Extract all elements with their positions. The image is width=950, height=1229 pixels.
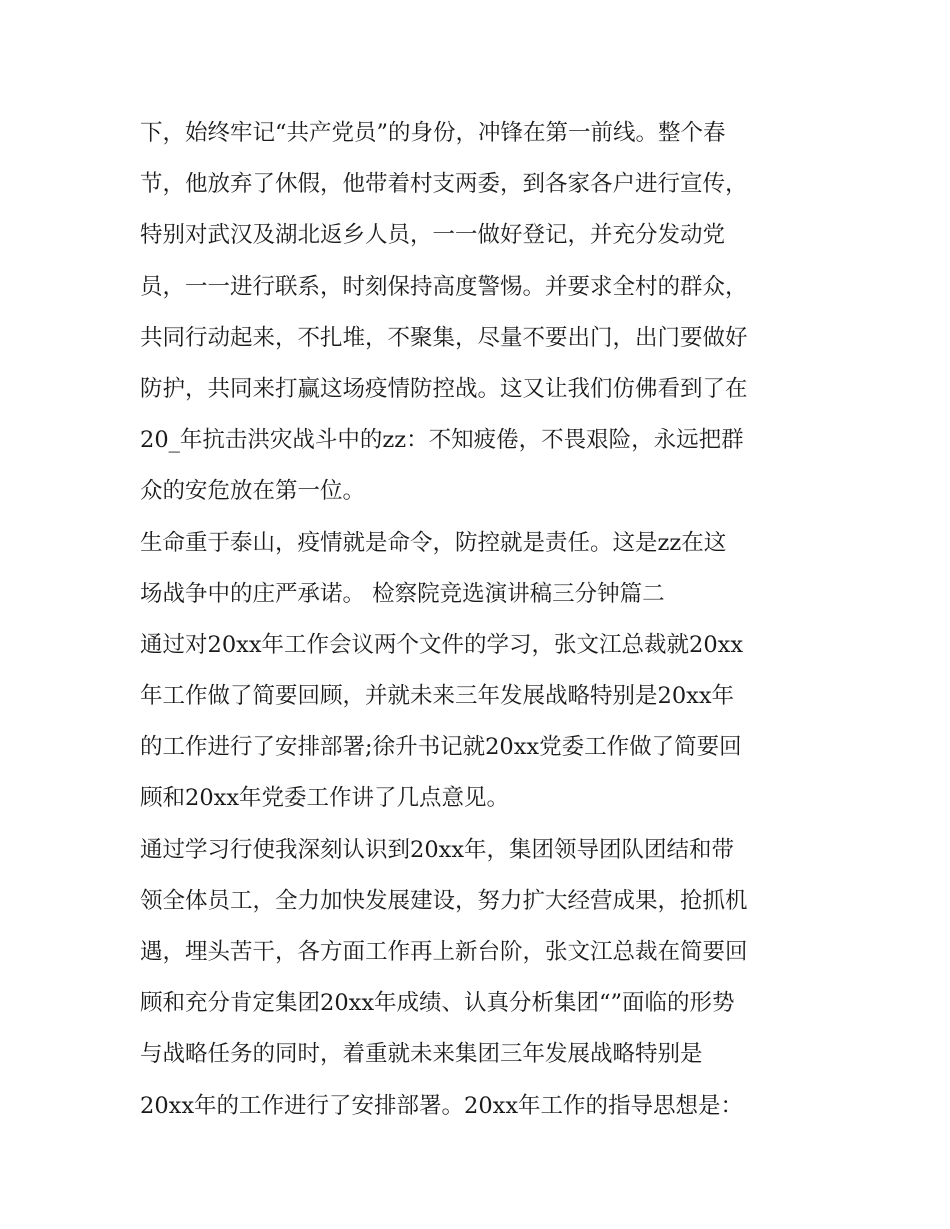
text-line: 与战略任务的同时，着重就未来集团三年发展战略特别是 <box>140 1041 703 1068</box>
text-line: 领全体员工，全力加快发展建设，努力扩大经营成果，抢抓机 <box>140 887 748 914</box>
text-line: 顾和20xx年党委工作讲了几点意见。 <box>140 785 510 812</box>
text-line: 年工作做了简要回顾，并就未来三年发展战略特别是20xx年 <box>140 683 735 710</box>
text-line: 通过学习行使我深刻认识到20xx年，集团领导团队团结和带 <box>140 836 735 863</box>
text-line: 众的安危放在第一位。 <box>140 478 366 505</box>
text-line: 20xx年的工作进行了安排部署。20xx年工作的指导思想是： <box>140 1092 744 1119</box>
text-line: 员，一一进行联系，时刻保持高度警惕。并要求全村的群众， <box>140 273 748 300</box>
text-line: 的工作进行了安排部署;徐升书记就20xx党委工作做了简要回 <box>140 734 742 761</box>
text-line: 20_年抗击洪灾战斗中的zz：不知疲倦，不畏艰险，永远把群 <box>140 427 744 454</box>
text-line: 生命重于泰山，疫情就是命令，防控就是责任。这是zz在这 <box>140 529 727 556</box>
text-line: 场战争中的庄严承诺。 检察院竞选演讲稿三分钟篇二 <box>140 580 665 607</box>
text-line: 遇，埋头苦干，各方面工作再上新台阶，张文江总裁在简要回 <box>140 939 748 965</box>
text-line: 顾和充分肯定集团20xx年成绩、认真分析集团“”面临的形势 <box>140 990 735 1017</box>
text-line: 节，他放弃了休假，他带着村支两委，到各家各户进行宣传， <box>140 171 748 198</box>
text-line: 防护，共同来打赢这场疫情防控战。这又让我们仿佛看到了在 <box>140 375 748 402</box>
text-line: 下，始终牢记“共产党员”的身份，冲锋在第一前线。整个春 <box>140 120 726 146</box>
document-body <box>140 108 820 1132</box>
text-line: 通过对20xx年工作会议两个文件的学习，张文江总裁就20xx <box>140 631 744 658</box>
text-line: 特别对武汉及湖北返乡人员，一一做好登记，并充分发动党 <box>140 222 726 249</box>
text-line: 共同行动起来，不扎堆，不聚集，尽量不要出门，出门要做好 <box>140 324 748 351</box>
